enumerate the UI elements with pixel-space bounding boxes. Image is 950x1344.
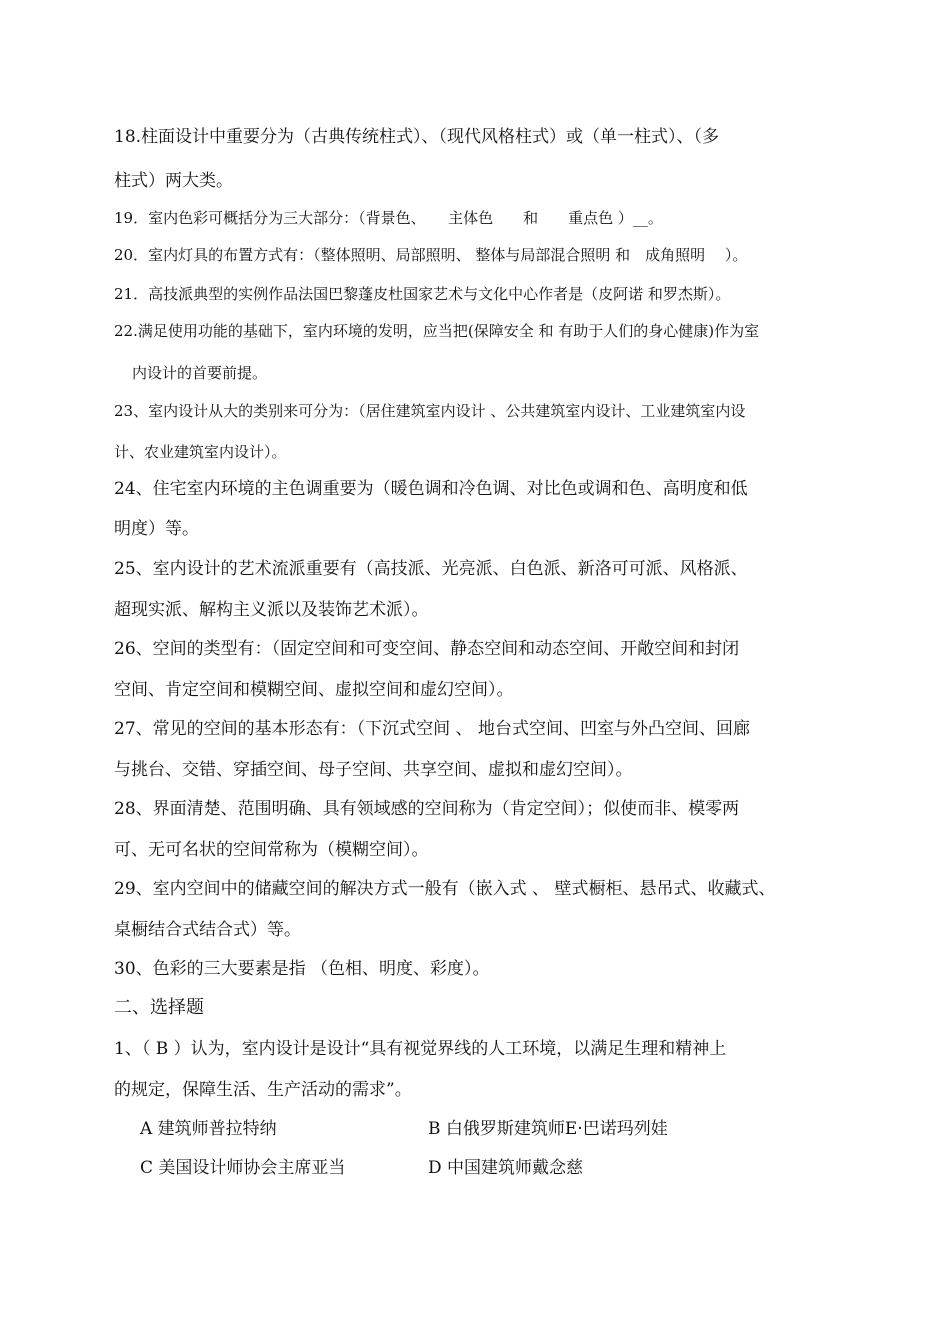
q27-line-1: 27、常见的空间的基本形态有：（下沉式空间 、 地台式空间、凹室与外凸空间、回廊: [114, 719, 750, 739]
q23-line-1: 23、室内设计从大的类别来可分为：（居住建筑室内设计 、公共建筑室内设计、工业建筑室内设: [114, 402, 746, 420]
q28-line-1: 28、界面清楚、范围明确、具有领域感的空间称为（肯定空间）；似使而非、模零两: [114, 799, 740, 819]
q22-line-1: 22.满足使用功能的基础下，室内环境的发明，应当把(保障安全 和 有助于人们的身心健康)作为室: [114, 322, 760, 340]
choice1-line-2: 的规定，保障生活、生产活动的需求”。: [114, 1080, 412, 1100]
choice1-option-b: B 白俄罗斯建筑师E·巴诺玛列娃: [428, 1119, 668, 1139]
choice1-option-c: C 美国设计师协会主席亚当: [140, 1158, 346, 1178]
q29-line-2: 桌橱结合式结合式）等。: [114, 920, 301, 940]
q18-line-2: 柱式）两大类。: [114, 171, 233, 191]
q18-line-1: 18.柱面设计中重要分为（古典传统柱式）、（现代风格柱式）或（单一柱式）、（多: [114, 127, 720, 147]
q29-line-1: 29、室内空间中的储藏空间的解决方式一般有（嵌入式 、 壁式橱柜、悬吊式、收藏式、: [114, 879, 776, 899]
q24-line-2: 明度）等。: [114, 519, 199, 539]
q26-line-2: 空间、肯定空间和模糊空间、虚拟空间和虚幻空间）。: [114, 680, 514, 700]
q24-line-1: 24、住宅室内环境的主色调重要为（暖色调和冷色调、对比色或调和色、高明度和低: [114, 479, 748, 499]
q21-line: 21．高技派典型的实例作品法国巴黎蓬皮杜国家艺术与文化中心作者是（皮阿诺 和罗杰斯）。: [114, 285, 731, 303]
q27-line-2: 与挑台、交错、穿插空间、母子空间、共享空间、虚拟和虚幻空间）。: [114, 760, 633, 780]
q25-line-1: 25、室内设计的艺术流派重要有（高技派、光亮派、白色派、新洛可可派、风格派、: [114, 559, 748, 579]
q19-line: 19．室内色彩可概括分为三大部分：（背景色、 主体色 和 重点色 ）__。: [114, 209, 663, 227]
q28-line-2: 可、无可名状的空间常称为（模糊空间）。: [114, 840, 429, 860]
q30-line: 30、色彩的三大要素是指 （色相、明度、彩度）。: [114, 959, 490, 979]
q25-line-2: 超现实派、解构主义派以及装饰艺术派）。: [114, 600, 429, 620]
q23-line-2: 计、农业建筑室内设计）。: [114, 443, 287, 461]
choice1-line-1: 1、（ B ）认为，室内设计是设计“具有视觉界线的人工环境，以满足生理和精神上: [114, 1039, 727, 1059]
choice1-option-d: D 中国建筑师戴念慈: [428, 1158, 584, 1178]
q22-line-2: 内设计的首要前提。: [132, 364, 268, 382]
q20-line: 20．室内灯具的布置方式有：（整体照明、局部照明、 整体与局部混合照明 和 成角照明 ）。: [114, 246, 748, 264]
q26-line-1: 26、空间的类型有：（固定空间和可变空间、静态空间和动态空间、开敞空间和封闭: [114, 639, 740, 659]
section-heading-choice: 二、选择题: [114, 997, 204, 1018]
choice1-option-a: A 建筑师普拉特纳: [140, 1119, 277, 1139]
